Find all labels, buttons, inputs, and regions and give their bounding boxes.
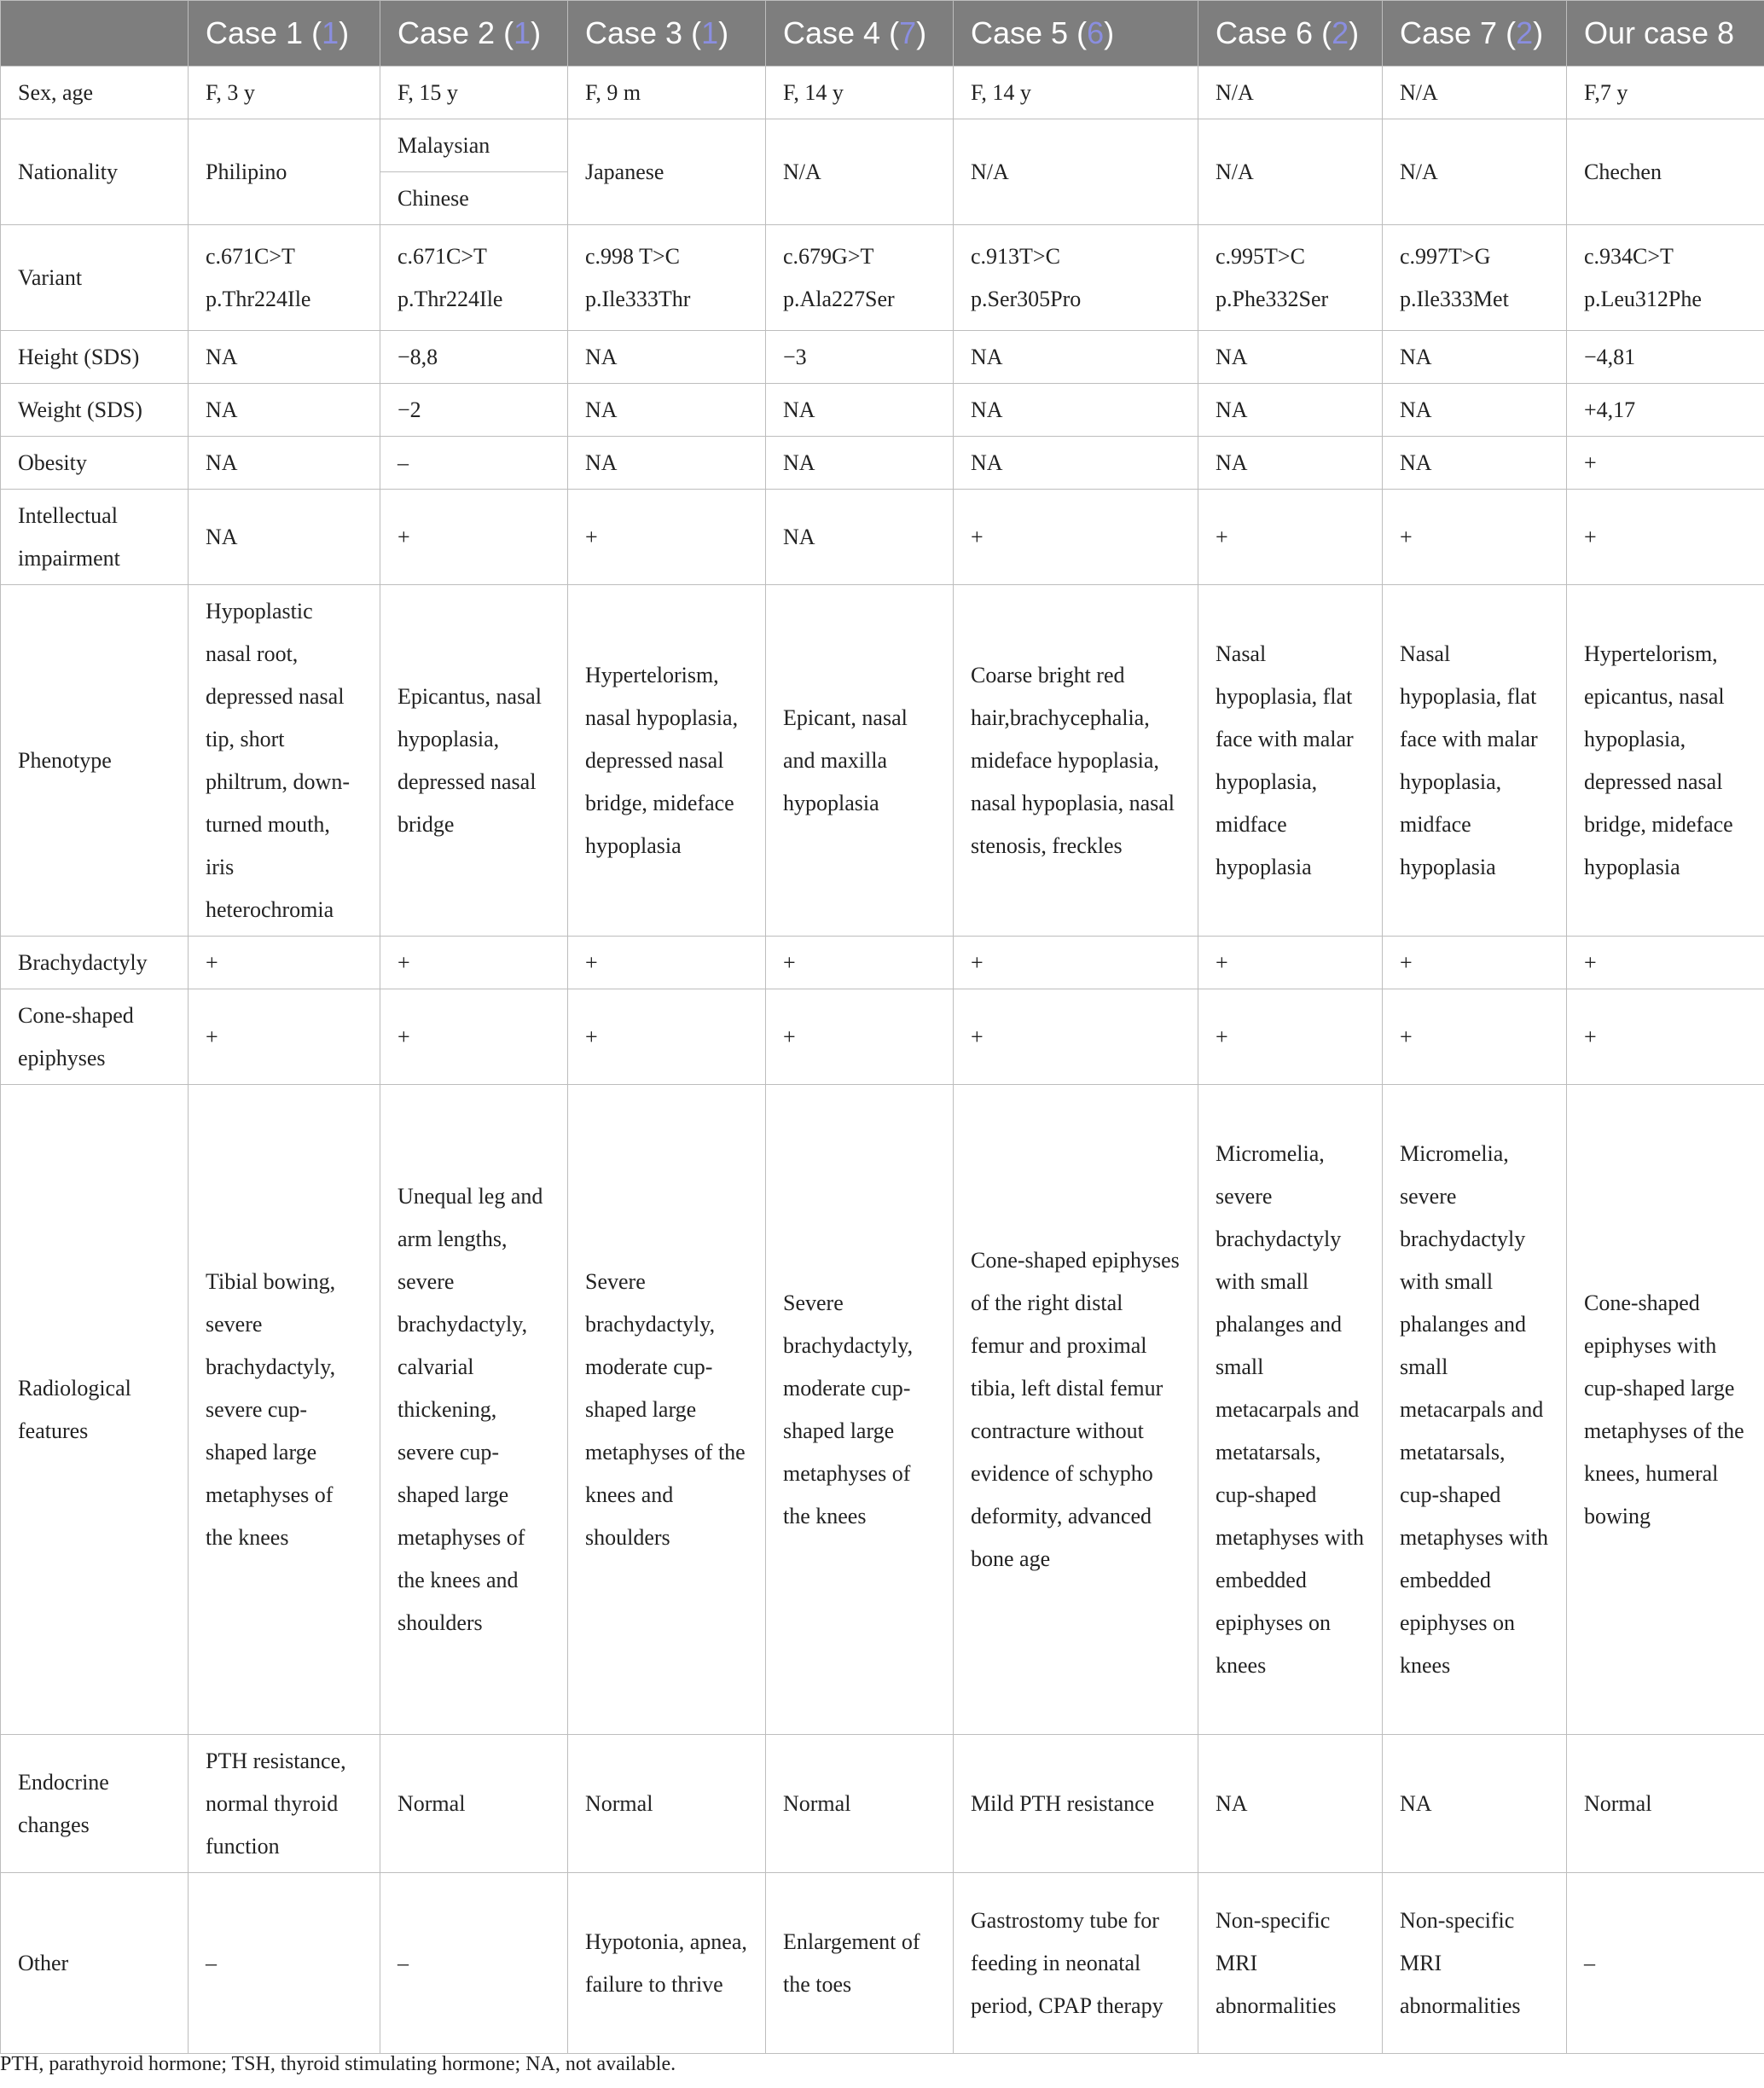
row-label: Endocrine changes xyxy=(1,1735,189,1873)
table-cell: + xyxy=(189,937,380,989)
table-row xyxy=(1,384,1764,437)
table-cell: + xyxy=(766,989,954,1085)
table-cell: −2 xyxy=(380,384,568,437)
table-cell: Philipino xyxy=(189,119,380,225)
table-cell: N/A xyxy=(1383,119,1567,225)
table-cell xyxy=(766,225,954,331)
table-cell: + xyxy=(1198,490,1383,585)
table-row xyxy=(1,119,1764,172)
table-cell: + xyxy=(1567,437,1764,490)
variant-protein: p.Phe332Ser xyxy=(1216,286,1329,311)
row-label: Weight (SDS) xyxy=(1,384,189,437)
header-corner xyxy=(1,1,189,67)
row-label: Other xyxy=(1,1873,189,2054)
header-case-4: Case 4 (7) xyxy=(766,1,954,67)
table-cell: NA xyxy=(954,331,1198,384)
table-cell: – xyxy=(189,1873,380,2054)
row-label: Sex, age xyxy=(1,67,189,119)
table-cell: NA xyxy=(1383,331,1567,384)
table-cell: + xyxy=(380,989,568,1085)
variant-nucleotide: c.679G>T xyxy=(783,243,874,269)
table-cell: + xyxy=(1567,490,1764,585)
table-row xyxy=(1,937,1764,989)
table-row xyxy=(1,67,1764,119)
table-cell: N/A xyxy=(954,119,1198,225)
table-cell: Non-specific MRI abnormalities xyxy=(1383,1873,1567,2054)
table-row xyxy=(1,225,1764,331)
variant-protein: p.Ser305Pro xyxy=(971,286,1082,311)
table-cell: NA xyxy=(568,384,766,437)
table-cell: NA xyxy=(568,331,766,384)
table-cell: Chechen xyxy=(1567,119,1764,225)
table-cell: NA xyxy=(766,437,954,490)
table-cell xyxy=(954,225,1198,331)
table-cell: NA xyxy=(189,490,380,585)
variant-nucleotide: c.998 T>C xyxy=(585,243,680,269)
table-row xyxy=(1,331,1764,384)
variant-protein: p.Leu312Phe xyxy=(1584,286,1702,311)
table-cell: + xyxy=(954,490,1198,585)
table-cell: F, 15 y xyxy=(380,67,568,119)
table-cell: Micromelia, severe brachydactyly with small phalanges and small metacarpals and metatarsals, cup-shaped metaphyses with embedded epiphyses on knees xyxy=(1383,1085,1567,1735)
table-cell: F, 3 y xyxy=(189,67,380,119)
ref-link[interactable]: 7 xyxy=(899,15,917,50)
table-cell: N/A xyxy=(1383,67,1567,119)
table-cell xyxy=(568,225,766,331)
table-cell: Tibial bowing, severe brachydactyly, severe cup-shaped large metaphyses of the knees xyxy=(189,1085,380,1735)
table-cell: NA xyxy=(766,490,954,585)
table-cell: Unequal leg and arm lengths, severe brachydactyly, calvarial thickening, severe cup-shaped large metaphyses of the knees and shoulders xyxy=(380,1085,568,1735)
table-cell: N/A xyxy=(1198,67,1383,119)
ref-link[interactable]: 6 xyxy=(1087,15,1105,50)
row-label: Nationality xyxy=(1,119,189,225)
table-cell: −4,81 xyxy=(1567,331,1764,384)
table-cell: NA xyxy=(1198,331,1383,384)
table-cell: + xyxy=(1383,490,1567,585)
table-cell xyxy=(380,225,568,331)
table-cell: Hypoplastic nasal root, depressed nasal tip, short philtrum, down-turned mouth, iris heterochromia xyxy=(189,585,380,937)
table-cell: F,7 y xyxy=(1567,67,1764,119)
table-cell: Severe brachydactyly, moderate cup-shaped large metaphyses of the knees xyxy=(766,1085,954,1735)
header-case-8: Our case 8 xyxy=(1567,1,1764,67)
table-cell: NA xyxy=(189,331,380,384)
table-cell: Normal xyxy=(568,1735,766,1873)
table-cell: Chinese xyxy=(380,172,568,225)
table-cell: F, 14 y xyxy=(766,67,954,119)
table-cell: + xyxy=(1567,937,1764,989)
table-cell: Hypotonia, apnea, failure to thrive xyxy=(568,1873,766,2054)
table-cell: + xyxy=(766,937,954,989)
table-cell xyxy=(1383,225,1567,331)
row-label: Phenotype xyxy=(1,585,189,937)
table-cell: + xyxy=(1567,989,1764,1085)
table-cell: NA xyxy=(1198,1735,1383,1873)
row-label: Intellectual impairment xyxy=(1,490,189,585)
variant-protein: p.Ala227Ser xyxy=(783,286,895,311)
header-case-7: Case 7 (2) xyxy=(1383,1,1567,67)
table-cell: NA xyxy=(954,437,1198,490)
table-cell: – xyxy=(380,1873,568,2054)
table-cell: NA xyxy=(1198,384,1383,437)
table-row xyxy=(1,490,1764,585)
row-label: Brachydactyly xyxy=(1,937,189,989)
variant-protein: p.Thr224Ile xyxy=(397,286,503,311)
row-label: Variant xyxy=(1,225,189,331)
table-cell: Japanese xyxy=(568,119,766,225)
table-cell: Cone-shaped epiphyses of the right distal femur and proximal tibia, left distal femur contracture without evidence of schypho deformity, advanced bone age xyxy=(954,1085,1198,1735)
table-cell: – xyxy=(380,437,568,490)
table-cell: N/A xyxy=(766,119,954,225)
table-cell: + xyxy=(568,937,766,989)
header-case-5: Case 5 (6) xyxy=(954,1,1198,67)
table-footnote: PTH, parathyroid hormone; TSH, thyroid stimulating hormone; NA, not available. xyxy=(0,2053,676,2075)
ref-link[interactable]: 2 xyxy=(1332,15,1349,50)
row-label: Obesity xyxy=(1,437,189,490)
table-cell: Non-specific MRI abnormalities xyxy=(1198,1873,1383,2054)
table-cell: Enlargement of the toes xyxy=(766,1873,954,2054)
variant-nucleotide: c.934C>T xyxy=(1584,243,1674,269)
table-row xyxy=(1,989,1764,1085)
table-cell xyxy=(1567,225,1764,331)
table-cell: NA xyxy=(1198,437,1383,490)
table-row xyxy=(1,1085,1764,1735)
table-cell: NA xyxy=(766,384,954,437)
variant-nucleotide: c.671C>T xyxy=(206,243,295,269)
table-cell: + xyxy=(568,989,766,1085)
table-cell: + xyxy=(1198,937,1383,989)
table-cell: NA xyxy=(1383,1735,1567,1873)
table-cell: + xyxy=(189,989,380,1085)
table-cell: Epicantus, nasal hypoplasia, depressed nasal bridge xyxy=(380,585,568,937)
table-cell: Micromelia, severe brachydactyly with small phalanges and small metacarpals and metatarsals, cup-shaped metaphyses with embedded epiphyses on knees xyxy=(1198,1085,1383,1735)
table-cell: Coarse bright red hair,brachycephalia, mideface hypoplasia, nasal hypoplasia, nasal stenosis, freckles xyxy=(954,585,1198,937)
table-cell: N/A xyxy=(1198,119,1383,225)
variant-protein: p.Thr224Ile xyxy=(206,286,311,311)
table-cell: F, 14 y xyxy=(954,67,1198,119)
row-label: Cone-shaped epiphyses xyxy=(1,989,189,1085)
table-cell: +4,17 xyxy=(1567,384,1764,437)
row-label: Radiological features xyxy=(1,1085,189,1735)
header-case-3: Case 3 (1) xyxy=(568,1,766,67)
table-cell: PTH resistance, normal thyroid function xyxy=(189,1735,380,1873)
table-cell: + xyxy=(568,490,766,585)
table-cell: Normal xyxy=(766,1735,954,1873)
table-row xyxy=(1,1735,1764,1873)
variant-nucleotide: c.913T>C xyxy=(971,243,1060,269)
header-row xyxy=(1,1,1764,67)
table-row xyxy=(1,437,1764,490)
table-cell: NA xyxy=(189,437,380,490)
header-case-1: Case 1 (1) xyxy=(189,1,380,67)
table-cell: + xyxy=(1383,937,1567,989)
variant-protein: p.Ile333Met xyxy=(1400,286,1509,311)
variant-nucleotide: c.671C>T xyxy=(397,243,487,269)
table-cell: Normal xyxy=(1567,1735,1764,1873)
table-row xyxy=(1,1873,1764,2054)
ref-link[interactable]: 1 xyxy=(514,15,531,50)
table-cell: Nasal hypoplasia, flat face with malar hypoplasia, midface hypoplasia xyxy=(1198,585,1383,937)
table-cell: NA xyxy=(1383,437,1567,490)
table-cell: NA xyxy=(189,384,380,437)
table-cell: Cone-shaped epiphyses with cup-shaped large metaphyses of the knees, humeral bowing xyxy=(1567,1085,1764,1735)
header-case-2: Case 2 (1) xyxy=(380,1,568,67)
variant-nucleotide: c.997T>G xyxy=(1400,243,1491,269)
row-label: Height (SDS) xyxy=(1,331,189,384)
header-case-6: Case 6 (2) xyxy=(1198,1,1383,67)
table-cell: Normal xyxy=(380,1735,568,1873)
table-cell: – xyxy=(1567,1873,1764,2054)
table-cell: −3 xyxy=(766,331,954,384)
table-cell: Hypertelorism, nasal hypoplasia, depressed nasal bridge, mideface hypoplasia xyxy=(568,585,766,937)
table-cell: −8,8 xyxy=(380,331,568,384)
table-cell: Severe brachydactyly, moderate cup-shaped large metaphyses of the knees and shoulders xyxy=(568,1085,766,1735)
variant-protein: p.Ile333Thr xyxy=(585,286,691,311)
ref-link[interactable]: 2 xyxy=(1516,15,1534,50)
table-cell xyxy=(189,225,380,331)
table-cell: + xyxy=(380,937,568,989)
table-cell: Hypertelorism, epicantus, nasal hypoplasia, depressed nasal bridge, mideface hypoplasia xyxy=(1567,585,1764,937)
table-cell: Mild PTH resistance xyxy=(954,1735,1198,1873)
ref-link[interactable]: 1 xyxy=(701,15,719,50)
table-cell: NA xyxy=(1383,384,1567,437)
variant-nucleotide: c.995T>C xyxy=(1216,243,1305,269)
table-cell: Malaysian xyxy=(380,119,568,172)
table-cell: F, 9 m xyxy=(568,67,766,119)
table-cell: NA xyxy=(954,384,1198,437)
table-cell: + xyxy=(1198,989,1383,1085)
table-cell: + xyxy=(380,490,568,585)
table-cell: Nasal hypoplasia, flat face with malar hypoplasia, midface hypoplasia xyxy=(1383,585,1567,937)
ref-link[interactable]: 1 xyxy=(322,15,339,50)
table-cell: Epicant, nasal and maxilla hypoplasia xyxy=(766,585,954,937)
table-cell: Gastrostomy tube for feeding in neonatal period, CPAP therapy xyxy=(954,1873,1198,2054)
table-row xyxy=(1,585,1764,937)
table-cell: + xyxy=(954,937,1198,989)
table-cell: + xyxy=(1383,989,1567,1085)
table-cell: + xyxy=(954,989,1198,1085)
table-cell: NA xyxy=(568,437,766,490)
table-cell xyxy=(1198,225,1383,331)
